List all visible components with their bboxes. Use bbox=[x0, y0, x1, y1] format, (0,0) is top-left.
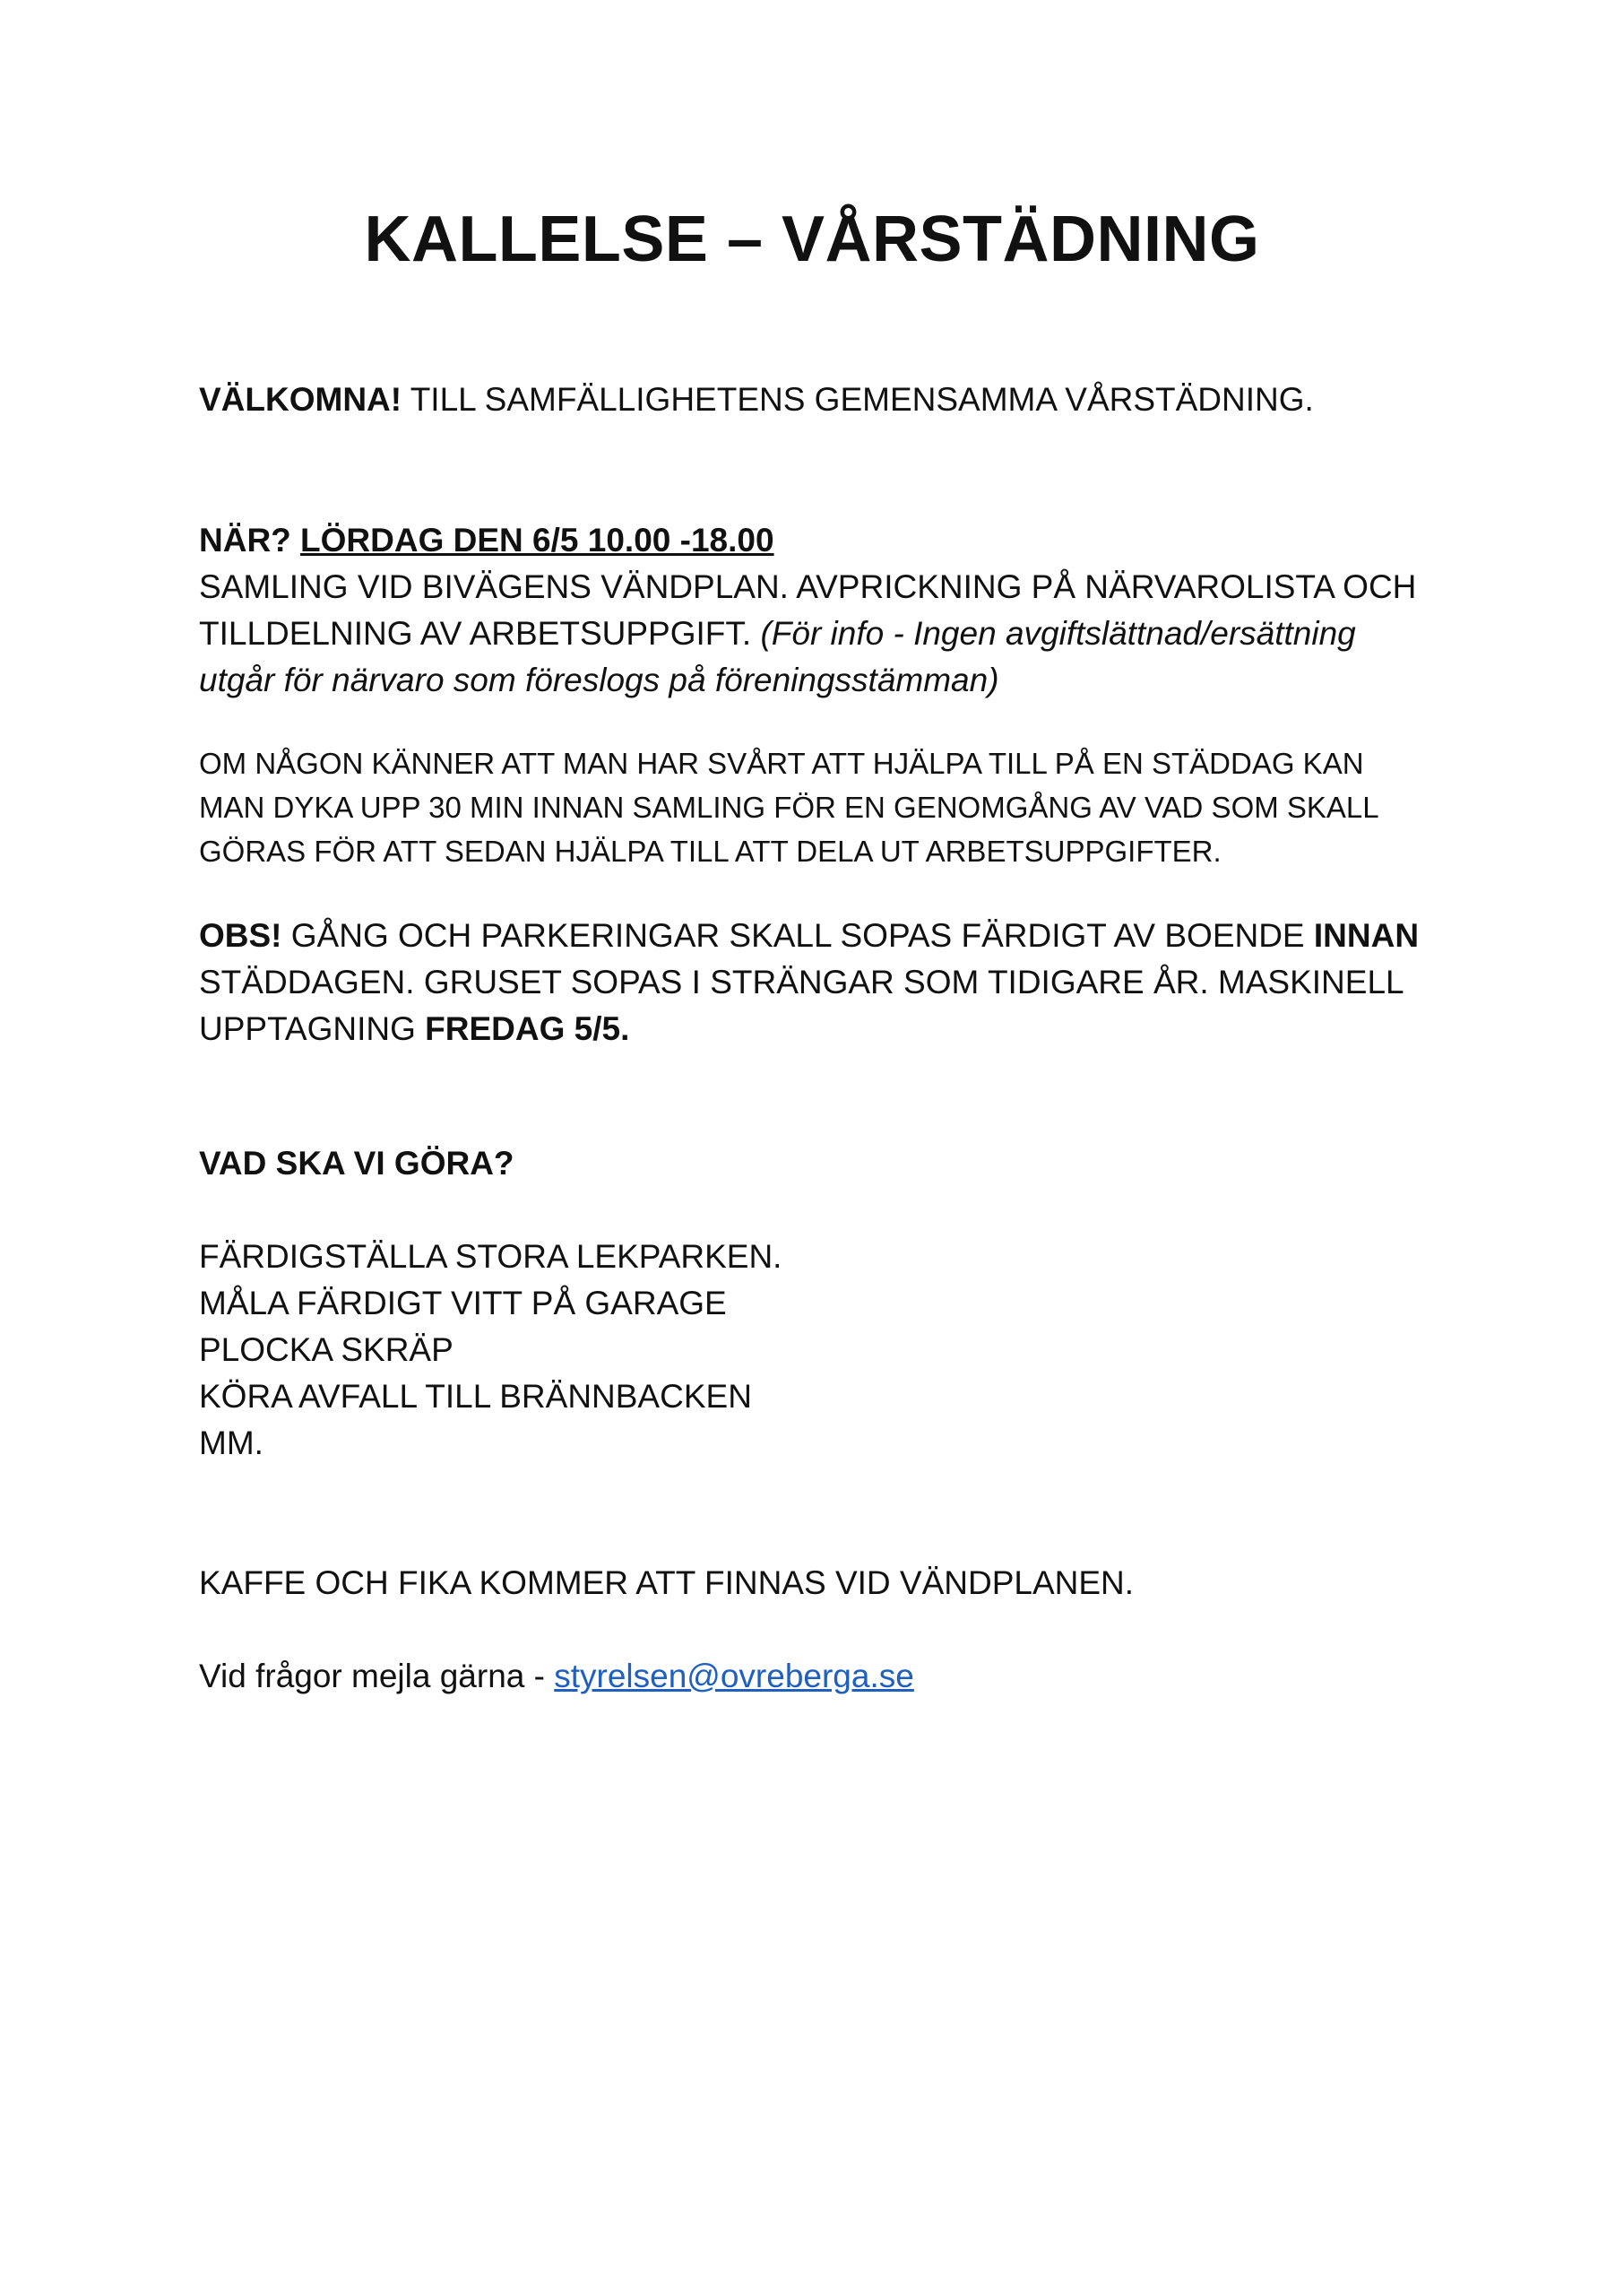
contact-paragraph bbox=[199, 1653, 1472, 1700]
obs-line-3 bbox=[199, 1006, 1472, 1052]
document-body bbox=[199, 377, 1472, 1700]
welcome-paragraph bbox=[199, 377, 1472, 423]
contact-text: Vid frågor mejla gärna - bbox=[199, 1658, 555, 1694]
contact-email-link[interactable]: styrelsen@ovreberga.se bbox=[554, 1658, 914, 1694]
task-item: FÄRDIGSTÄLLA STORA LEKPARKEN. bbox=[199, 1238, 782, 1275]
task-item: KÖRA AVFALL TILL BRÄNNBACKEN bbox=[199, 1378, 752, 1415]
when-note-1: (För info - Ingen avgiftslättnad/ersättning bbox=[760, 615, 1356, 652]
task-item: MM. bbox=[199, 1425, 263, 1461]
welcome-lead: VÄLKOMNA! bbox=[199, 381, 402, 418]
obs-bold-fredag: FREDAG 5/5. bbox=[425, 1010, 630, 1047]
when-label: NÄR? bbox=[199, 522, 291, 559]
when-line-2-text: TILLDELNING AV ARBETSUPPGIFT. bbox=[199, 615, 761, 652]
obs-line-3-text: UPPTAGNING bbox=[199, 1010, 426, 1047]
when-note-2: utgår för närvaro som föreslogs på föreningsstämman) bbox=[199, 662, 999, 698]
task-item: PLOCKA SKRÄP bbox=[199, 1331, 454, 1368]
help-line-1: OM NÅGON KÄNNER ATT MAN HAR SVÅRT ATT HJÄLPA TILL PÅ EN STÄDDAG KAN bbox=[199, 747, 1364, 780]
obs-line-1 bbox=[199, 913, 1472, 959]
when-line-2 bbox=[199, 611, 1472, 657]
obs-label: OBS! bbox=[199, 917, 282, 954]
task-item: MÅLA FÄRDIGT VITT PÅ GARAGE bbox=[199, 1285, 727, 1321]
obs-paragraph bbox=[199, 913, 1472, 1052]
obs-bold-innan: INNAN bbox=[1313, 917, 1420, 954]
obs-text-1: GÅNG OCH PARKERINGAR SKALL SOPAS FÄRDIGT AV BOENDE bbox=[281, 917, 1314, 954]
tasks-list bbox=[199, 1234, 1472, 1467]
when-paragraph bbox=[199, 517, 1472, 704]
coffee-paragraph: KAFFE OCH FIKA KOMMER ATT FINNAS VID VÄNDPLANEN. bbox=[199, 1564, 1135, 1601]
tasks-heading: VAD SKA VI GÖRA? bbox=[199, 1145, 514, 1182]
when-line-1: SAMLING VID BIVÄGENS VÄNDPLAN. AVPRICKNING PÅ NÄRVAROLISTA OCH bbox=[199, 568, 1417, 605]
obs-line-2: STÄDDAGEN. GRUSET SOPAS I STRÄNGAR SOM TIDIGARE ÅR. MASKINELL bbox=[199, 964, 1404, 1000]
help-line-2: MAN DYKA UPP 30 MIN INNAN SAMLING FÖR EN GENOMGÅNG AV VAD SOM SKALL bbox=[199, 791, 1379, 824]
when-date: LÖRDAG DEN 6/5 10.00 -18.00 bbox=[300, 522, 774, 559]
document-title: KALLELSE – VÅRSTÄDNING bbox=[364, 204, 1260, 275]
welcome-text: TILL SAMFÄLLIGHETENS GEMENSAMMA VÅRSTÄDNING. bbox=[402, 381, 1314, 418]
when-heading-line bbox=[199, 517, 1472, 564]
help-paragraph bbox=[199, 741, 1472, 873]
help-line-3: GÖRAS FÖR ATT SEDAN HJÄLPA TILL ATT DELA UT ARBETSUPPGIFTER. bbox=[199, 835, 1222, 868]
